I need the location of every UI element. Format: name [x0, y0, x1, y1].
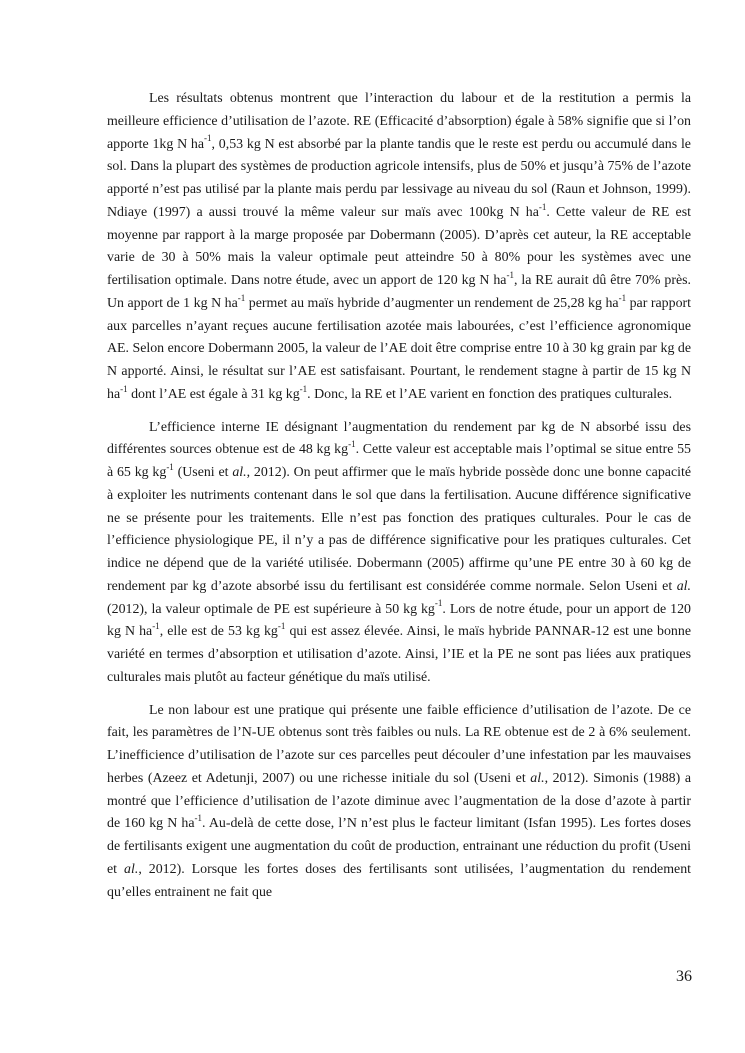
superscript: -1 — [204, 133, 212, 144]
superscript: -1 — [152, 621, 160, 632]
superscript: -1 — [120, 383, 128, 394]
text-segment: par rapport aux parcelles n’ayant reçues aucune fertilisation azotée mais labourées, c’est l’efficience agronomique AE. Selon encore Dobermann 2005, la valeur de l’AE doit être comprise entre 10 à 30 kg grain par kg de N apporté. Ainsi, le résultat sur l’AE est satisfaisant. Pourtant, le rendement stagne à partir de 15 kg N ha — [107, 295, 691, 402]
text-segment: . Au-delà de cette dose, l’N n’est plus le facteur limitant (Isfan 1995). Les fortes doses de fertilisants exigent une augmentation du coût de production, entrainant une réduction du profit (Useni et — [107, 816, 691, 877]
paragraph-3 — [107, 700, 691, 905]
text-segment: (Useni et — [173, 465, 233, 480]
italic-text: al. — [124, 861, 139, 877]
text-segment: . Donc, la RE et l’AE varient en fonction des pratiques culturales. — [307, 386, 673, 402]
text-segment: . Lors de notre étude, pour un apport de 120 kg N ha — [107, 601, 691, 640]
superscript: -1 — [348, 439, 356, 450]
superscript: -1 — [299, 383, 308, 394]
text-segment: qui est assez élevée. Ainsi, le maïs hybride PANNAR-12 est une bonne variété en termes d’absorption et utilisation d’azote. Ainsi, l’IE et la PE ne sont pas liées aux pratiques culturales mais plutôt au facteur génétique du maïs utilisé. — [107, 624, 691, 685]
superscript: -1 — [618, 292, 627, 303]
page-number: 36 — [676, 968, 692, 985]
paragraph-1 — [107, 88, 691, 407]
text-segment: , la RE aurait dû être 70% près. Un apport de 1 kg N ha — [107, 273, 691, 311]
text-segment: L’efficience interne IE désignant l’augmentation du rendement par kg de N absorbé issu des différentes sources obtenue est de 48 kg kg — [107, 419, 691, 458]
text-segment: , 0,53 kg N est absorbé par la plante tandis que le reste est perdu ou accumulé dans le sol. Dans la plupart des systèmes de production agricole intensifs, plus de 50% et jusqu’à 75% de l’azote apporté n’est pas utilisé par la plante mais perdu par lessivage au niveau du sol (Raun et Johnson, 1999). Ndiaye (1997) a aussi trouvé la même valeur sur maïs avec 100kg N ha — [107, 136, 691, 220]
text-segment: , 2012). Simonis (1988) a montré que l’efficience d’utilisation de l’azote diminue avec l’augmentation de la dose d’azote à partir de 160 kg N ha — [107, 770, 691, 832]
text-segment: . Cette valeur est acceptable mais l’optimal se situe entre 55 à 65 kg kg — [107, 442, 691, 480]
text-segment: , elle est de 53 kg kg — [159, 624, 278, 640]
text-segment: dont l’AE est égale à 31 kg kg — [127, 386, 300, 402]
superscript: -1 — [166, 461, 174, 472]
superscript: -1 — [237, 292, 246, 303]
superscript: -1 — [538, 201, 547, 212]
italic-text: al. — [530, 770, 545, 786]
text-segment: . Cette valeur de RE est moyenne par rapport à la marge proposée par Dobermann (2005). D’après cet auteur, la RE acceptable varie de 30 à 50% mais la valeur optimale peut atteindre 50 à 80% pour les systèmes avec une fertilisation optimale. Dans notre étude, avec un apport de 120 kg N ha — [107, 204, 691, 288]
italic-text: al. — [676, 578, 691, 594]
text-segment: Les résultats obtenus montrent que l’interaction du labour et de la restitution a permis la meilleure efficience d’utilisation de l’azote. RE (Efficacité d’absorption) égale à 58% signifie que si l’on apporte 1kg N ha — [107, 91, 691, 152]
superscript: -1 — [194, 813, 203, 824]
document-page — [107, 88, 691, 914]
text-segment: , 2012). On peut affirmer que le maïs hybride possède donc une bonne capacité à exploiter les nutriments contenant dans le sol que dans la fertilisation. Aucune différence significative ne se présente pour les traitements. Elle n’est pas fonction des pratiques culturales. Pour le cas de l’efficience physiologique PE, il n’y a pas de différence significative pour les pratiques culturales. Cet indice ne dépend que de la variété utilisée. Dobermann (2005) affirme qu’une PE entre 30 à 60 kg de rendement par kg d’azote absorbé issu du fertilisant est considérée comme normale. Selon Useni et — [107, 465, 692, 594]
text-segment: permet au maïs hybride d’augmenter un rendement de 25,28 kg ha — [245, 295, 619, 311]
superscript: -1 — [506, 269, 514, 280]
superscript: -1 — [277, 621, 286, 632]
italic-text: al. — [232, 465, 247, 480]
text-segment: (2012), la valeur optimale de PE est supérieure à 50 kg kg — [107, 601, 435, 617]
text-segment: , 2012). Lorsque les fortes doses des fertilisants sont utilisées, l’augmentation du rendement qu’elles entrainent ne fait que — [107, 861, 692, 900]
paragraph-2 — [107, 417, 691, 690]
superscript: -1 — [434, 598, 443, 609]
text-segment: Le non labour est une pratique qui présente une faible efficience d’utilisation de l’azote. De ce fait, les paramètres de l’N-UE obtenus sont très faibles ou nuls. La RE obtenue est de 2 à 6% seulement. L’inefficience d’utilisation de l’azote sur ces parcelles peut découler d’une infestation par les mauvaises herbes (Azeez et Adetunji, 2007) ou une richesse initiale du sol (Useni et — [107, 702, 691, 786]
